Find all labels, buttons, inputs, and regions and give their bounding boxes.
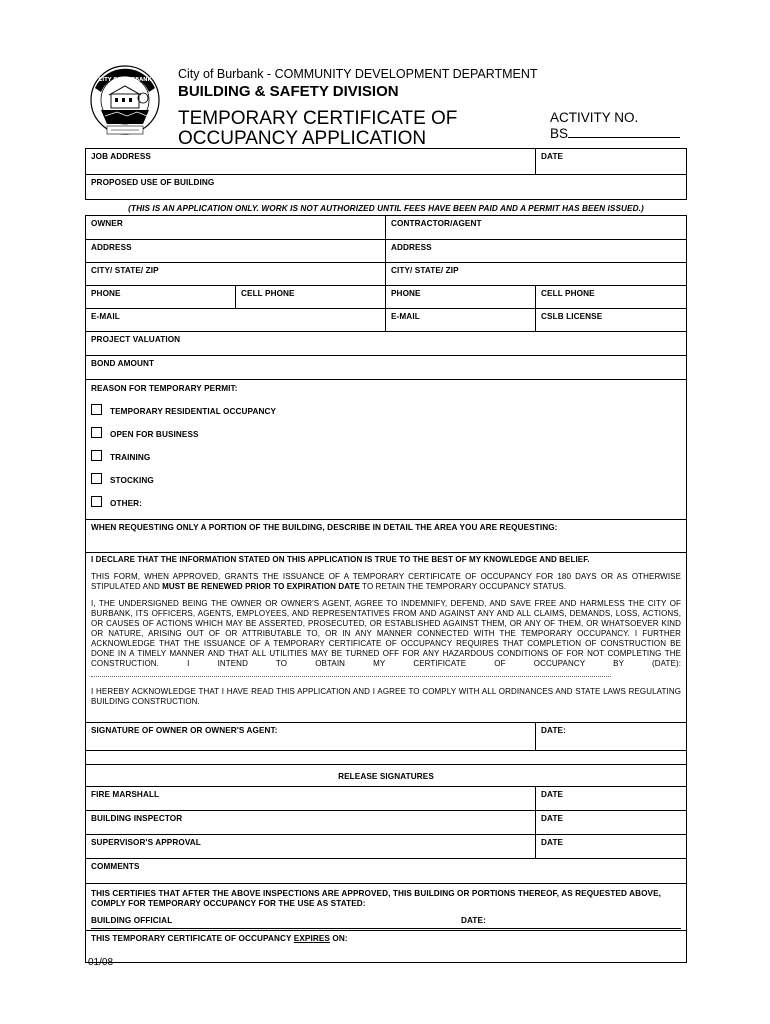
owner-city-field[interactable]: CITY/ STATE/ ZIP (86, 263, 386, 286)
fire-marshall-field[interactable]: FIRE MARSHALL (86, 787, 536, 811)
signature-date-field[interactable]: DATE: (536, 723, 687, 751)
official-signature-line[interactable] (91, 928, 681, 929)
reason-item[interactable]: TRAINING (91, 450, 681, 473)
acknowledge-statement: I HEREBY ACKNOWLEDGE THAT I HAVE READ THIS APPLICATION AND I AGREE TO COMPLY WITH ALL ORDINANCES AND STATE LAWS REGULATING BUILDING CONSTRUCTION. (91, 687, 682, 706)
revision-date: 01/08 (88, 957, 114, 968)
job-address-field[interactable]: JOB ADDRESS (86, 149, 536, 175)
fire-marshall-date-field[interactable]: DATE (536, 787, 687, 811)
checkbox[interactable] (91, 496, 102, 507)
project-valuation-field[interactable]: PROJECT VALUATION (86, 332, 687, 356)
spacer-row (86, 751, 687, 765)
certification-section (86, 884, 687, 931)
contractor-phone-field[interactable]: PHONE (386, 286, 536, 309)
application-form (85, 148, 687, 963)
owner-cell-field[interactable]: CELL PHONE (236, 286, 386, 309)
contractor-address-field[interactable]: ADDRESS (386, 240, 687, 263)
owner-address-field[interactable]: ADDRESS (86, 240, 386, 263)
bond-amount-field[interactable]: BOND AMOUNT (86, 356, 687, 380)
city-seal-logo (87, 64, 163, 144)
department-name: City of Burbank - COMMUNITY DEVELOPMENT DEPARTMENT (178, 67, 538, 81)
declaration-statement: I DECLARE THAT THE INFORMATION STATED ON THIS APPLICATION IS TRUE TO THE BEST OF MY KNOWLEDGE AND BELIEF. (91, 555, 590, 564)
comments-field[interactable]: COMMENTS (86, 859, 687, 884)
owner-email-field[interactable]: E-MAIL (86, 309, 386, 332)
contractor-email-field[interactable]: E-MAIL (386, 309, 536, 332)
building-inspector-field[interactable]: BUILDING INSPECTOR (86, 811, 536, 835)
owner-phone-field[interactable]: PHONE (86, 286, 236, 309)
reason-heading: REASON FOR TEMPORARY PERMIT: (91, 384, 238, 393)
proposed-use-field[interactable]: PROPOSED USE OF BUILDING (86, 175, 687, 200)
portion-description-field[interactable]: WHEN REQUESTING ONLY A PORTION OF THE BUILDING, DESCRIBE IN DETAIL THE AREA YOU ARE REQUESTING: (86, 520, 687, 553)
form-title-line2: OCCUPANCY APPLICATION (178, 128, 427, 149)
owner-field[interactable]: OWNER (86, 216, 386, 240)
date-field[interactable]: DATE (536, 149, 687, 175)
supervisor-date-field[interactable]: DATE (536, 835, 687, 859)
activity-number-label: ACTIVITY NO. (550, 110, 639, 125)
owner-signature-field[interactable]: SIGNATURE OF OWNER OR OWNER'S AGENT: (86, 723, 536, 751)
form-title-line1: TEMPORARY CERTIFICATE OF (178, 108, 458, 129)
checkbox[interactable] (91, 473, 102, 484)
application-notice: (THIS IS AN APPLICATION ONLY. WORK IS NOT AUTHORIZED UNTIL FEES HAVE BEEN PAID AND A PERMIT HAS BEEN ISSUED.) (86, 200, 687, 216)
official-date-label: DATE: (461, 916, 486, 925)
checkbox[interactable] (91, 404, 102, 415)
certification-text: THIS CERTIFIES THAT AFTER THE ABOVE INSPECTIONS ARE APPROVED, THIS BUILDING OR PORTIONS THEREOF, AS REQUESTED ABOVE, COMPLY FOR TEMPORARY OCCUPANCY FOR THE USE AS STATED: (91, 889, 662, 908)
contractor-city-field[interactable]: CITY/ STATE/ ZIP (386, 263, 687, 286)
activity-number-field[interactable] (568, 137, 680, 138)
indemnify-statement: I, THE UNDERSIGNED BEING THE OWNER OR OWNER'S AGENT, AGREE TO INDEMNIFY, DEFEND, AND SAVE FREE AND HARMLESS THE CITY OF BURBANK, ITS OFFICERS, AGENTS, EMPLOYEES, AND REPRESENTATIVES FROM AND AGAINST ANY AND ALL CLAIMS, DEMANDS, LOSS, ACTIONS, OR CAUSES OF ACTIONS WHICH MAY BE ASSERTED, PROSECUTED, OR ESTABLISHED AGAINST THEM, OR ANY OF THEM, OR WHATSOEVER KIND OR NATURE, ARISING OUT OF OR ATTRIBUTABLE TO, OR IN ANY MANNER CONNECTED WITH THE TEMPORARY OCCUPANCY. I FURTHER ACKNOWLEDGE THAT THE ISSUANCE OF A TEMPORARY CERTIFICATE OF OCCUPANCY REQUIRES THAT COMPLETION OF CONSTRUCTION BE DONE IN A TIMELY MANNER AND THAT ALL UTILITIES MAY BE TURNED OFF FOR ANY HAZARDOUS CONDITIONS OF FOR NOT COMPLETING THE CONSTRUCTION. I INTEND TO OBTAIN MY CERTIFICATE OF OCCUPANCY BY (DATE): (91, 599, 681, 680)
approval-statement: THIS FORM, WHEN APPROVED, GRANTS THE ISSUANCE OF A TEMPORARY CERTIFICATE OF OCCUPANCY FOR 180 DAYS OR AS OTHERWISE STIPULATED AND MUST BE RENEWED PRIOR TO EXPIRATION DATE TO RETAIN THE TEMPORARY OCCUPANCY STATUS. (91, 572, 682, 591)
division-name: BUILDING & SAFETY DIVISION (178, 83, 399, 100)
checkbox[interactable] (91, 427, 102, 438)
occupancy-date-field[interactable] (91, 669, 611, 677)
building-inspector-date-field[interactable]: DATE (536, 811, 687, 835)
activity-prefix: BS (550, 126, 569, 141)
reason-item[interactable]: STOCKING (91, 473, 681, 496)
cslb-license-field[interactable]: CSLB LICENSE (536, 309, 687, 332)
checkbox[interactable] (91, 450, 102, 461)
contractor-field[interactable]: CONTRACTOR/AGENT (386, 216, 687, 240)
official-row (91, 916, 681, 928)
building-official-label: BUILDING OFFICIAL (91, 916, 173, 925)
contractor-cell-field[interactable]: CELL PHONE (536, 286, 687, 309)
expiration-field[interactable]: THIS TEMPORARY CERTIFICATE OF OCCUPANCY EXPIRES ON: (86, 931, 687, 963)
release-signatures-heading: RELEASE SIGNATURES (86, 765, 687, 787)
reason-item[interactable]: TEMPORARY RESIDENTIAL OCCUPANCY (91, 404, 681, 427)
reason-section (86, 380, 687, 520)
reason-item[interactable]: OTHER: (91, 496, 681, 519)
reason-item[interactable]: OPEN FOR BUSINESS (91, 427, 681, 450)
supervisor-approval-field[interactable]: SUPERVISOR'S APPROVAL (86, 835, 536, 859)
declaration-section (86, 553, 687, 723)
svg-text:CITY OF BURBANK: CITY OF BURBANK (98, 77, 152, 83)
